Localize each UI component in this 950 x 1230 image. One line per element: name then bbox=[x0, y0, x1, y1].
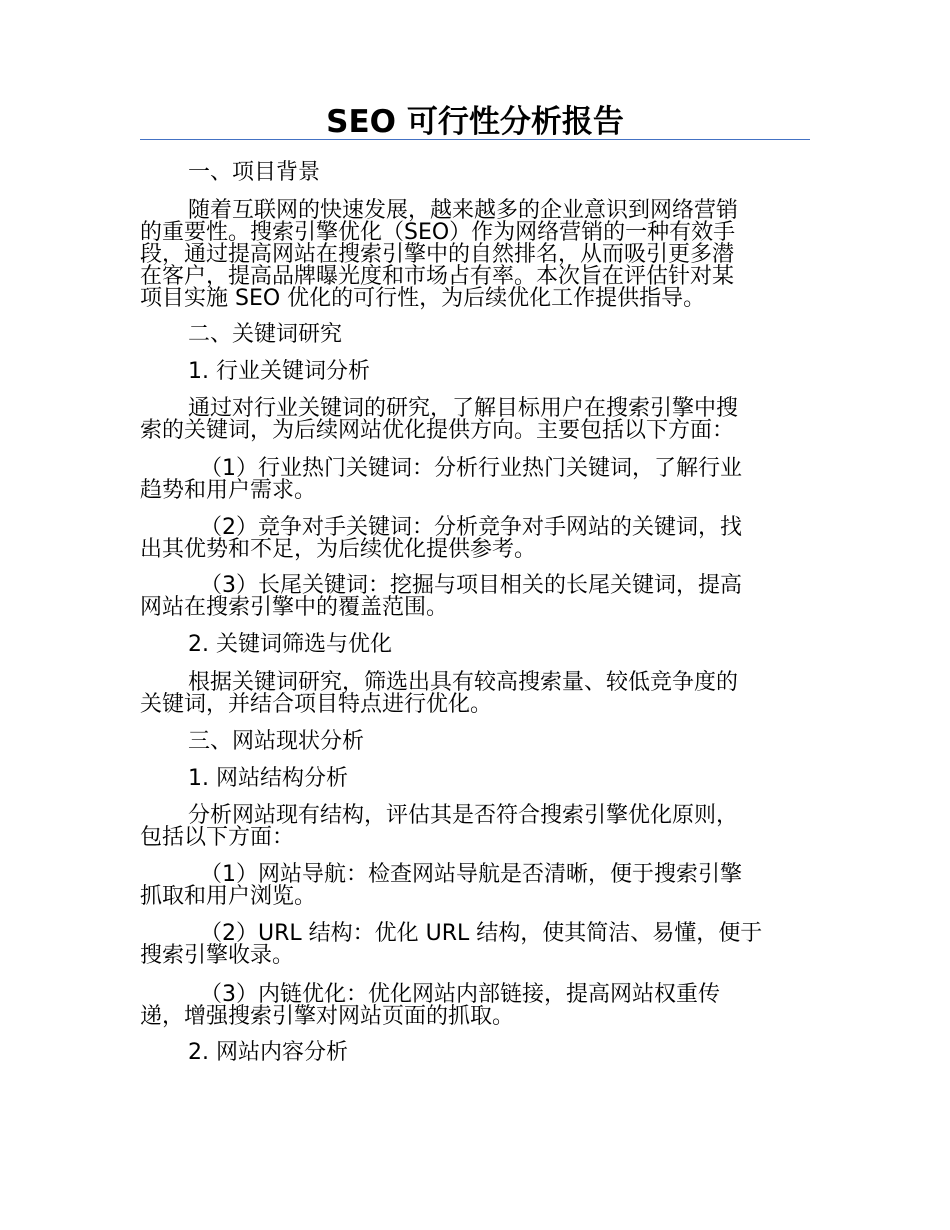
paragraph-line: 随着互联网的快速发展，越来越多的企业意识到网络营销 bbox=[188, 198, 739, 223]
subheading-keyword-selection: 2. 关键词筛选与优化 bbox=[188, 632, 392, 657]
list-item-line: 搜索引擎收录。 bbox=[140, 943, 295, 968]
title-underline bbox=[140, 139, 810, 140]
paragraph-line: 通过对行业关键词的研究，了解目标用户在搜索引擎中搜 bbox=[188, 396, 739, 421]
list-item-line: （1）行业热门关键词：分析行业热门关键词，了解行业 bbox=[200, 456, 742, 481]
list-item-line: （2）URL 结构：优化 URL 结构，使其简洁、易懂，便于 bbox=[200, 921, 763, 946]
subheading-industry-keywords: 1. 行业关键词分析 bbox=[188, 359, 370, 384]
list-item-line: 出其优势和不足，为后续优化提供参考。 bbox=[140, 537, 537, 562]
list-item-line: 递，增强搜索引擎对网站页面的抓取。 bbox=[140, 1004, 515, 1029]
paragraph-line: 根据关键词研究，筛选出具有较高搜索量、较低竞争度的 bbox=[188, 670, 739, 695]
paragraph-line: 关键词，并结合项目特点进行优化。 bbox=[140, 692, 493, 717]
list-item-line: 抓取和用户浏览。 bbox=[140, 884, 317, 909]
paragraph-line: 索的关键词，为后续网站优化提供方向。主要包括以下方面： bbox=[140, 418, 735, 443]
subheading-site-structure: 1. 网站结构分析 bbox=[188, 766, 348, 791]
paragraph-line: 的重要性。搜索引擎优化（SEO）作为网络营销的一种有效手 bbox=[140, 220, 736, 245]
section-heading-site-status: 三、网站现状分析 bbox=[188, 729, 365, 754]
section-heading-keywords: 二、关键词研究 bbox=[188, 322, 343, 347]
paragraph-line: 包括以下方面： bbox=[140, 825, 295, 850]
list-item-line: （1）网站导航：检查网站导航是否清晰，便于搜索引擎 bbox=[200, 862, 742, 887]
paragraph-line: 分析网站现有结构，评估其是否符合搜索引擎优化原则， bbox=[188, 803, 739, 828]
document-title: SEO 可行性分析报告 bbox=[326, 104, 624, 140]
list-item-line: 趋势和用户需求。 bbox=[140, 478, 317, 503]
paragraph-line: 在客户，提高品牌曝光度和市场占有率。本次旨在评估针对某 bbox=[140, 264, 735, 289]
section-heading-background: 一、项目背景 bbox=[188, 160, 321, 185]
list-item-line: （2）竞争对手关键词：分析竞争对手网站的关键词，找 bbox=[200, 515, 742, 540]
subheading-site-content: 2. 网站内容分析 bbox=[188, 1040, 348, 1065]
list-item-line: 网站在搜索引擎中的覆盖范围。 bbox=[140, 595, 449, 620]
list-item-line: （3）长尾关键词：挖掘与项目相关的长尾关键词，提高 bbox=[200, 573, 742, 598]
paragraph-line: 段，通过提高网站在搜索引擎中的自然排名，从而吸引更多潜 bbox=[140, 242, 735, 267]
list-item-line: （3）内链优化：优化网站内部链接，提高网站权重传 bbox=[200, 982, 720, 1007]
paragraph-line: 项目实施 SEO 优化的可行性，为后续优化工作提供指导。 bbox=[140, 286, 706, 311]
